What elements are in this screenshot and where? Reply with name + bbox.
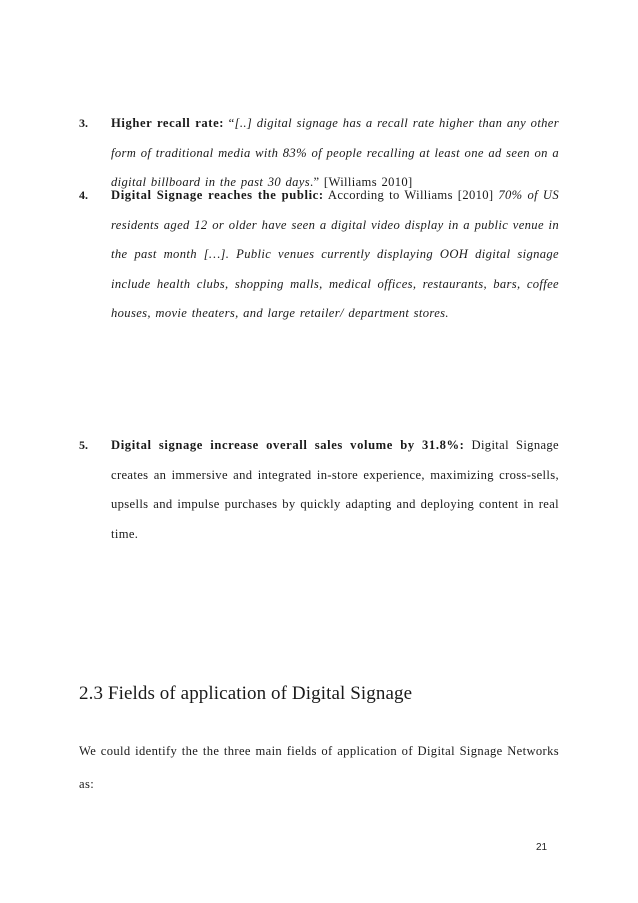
page-number: 21 — [536, 842, 548, 853]
item-title: Digital Signage reaches the public: — [111, 188, 324, 202]
section-heading: 2.3 Fields of application of Digital Signage — [79, 683, 413, 704]
list-item-text — [111, 431, 559, 549]
quote-text: [..] digital signage has a recall rate higher than any other form of traditional media with 83% of people recalling at least one ad seen on a digital billboard in the past 30 days — [111, 116, 560, 189]
open-quote: “ — [228, 116, 235, 130]
section-paragraph: We could identify the the three main fields of application of Digital Signage Networks as: — [79, 744, 559, 791]
item-body: Digital Signage creates an immersive and integrated in-store experience, maximizing cross-sells, upsells and impulse purchases by quickly adapting and deploying content in real time. — [111, 438, 559, 541]
list-item — [79, 181, 559, 329]
item-lead-text: According to Williams [2010] — [323, 188, 499, 202]
quote-text: 70% of US residents aged 12 or older have seen a digital video display in a public venue in the past month […]. Public venues currently displaying OOH digital signage include health clubs, shopping malls, medical offices, restaurants, bars, coffee houses, movie theaters, and large retailer/ department stores. — [111, 188, 559, 320]
list-item — [79, 431, 559, 549]
list-item-text — [111, 181, 559, 329]
list-number: 3. — [79, 116, 88, 130]
list-number: 5. — [79, 438, 88, 452]
item-title: Digital signage increase overall sales volume by 31.8%: — [111, 438, 465, 452]
citation: .” [Williams 2010] — [310, 175, 413, 189]
list-number: 4. — [79, 188, 88, 202]
item-title: Higher recall rate: — [111, 116, 225, 130]
